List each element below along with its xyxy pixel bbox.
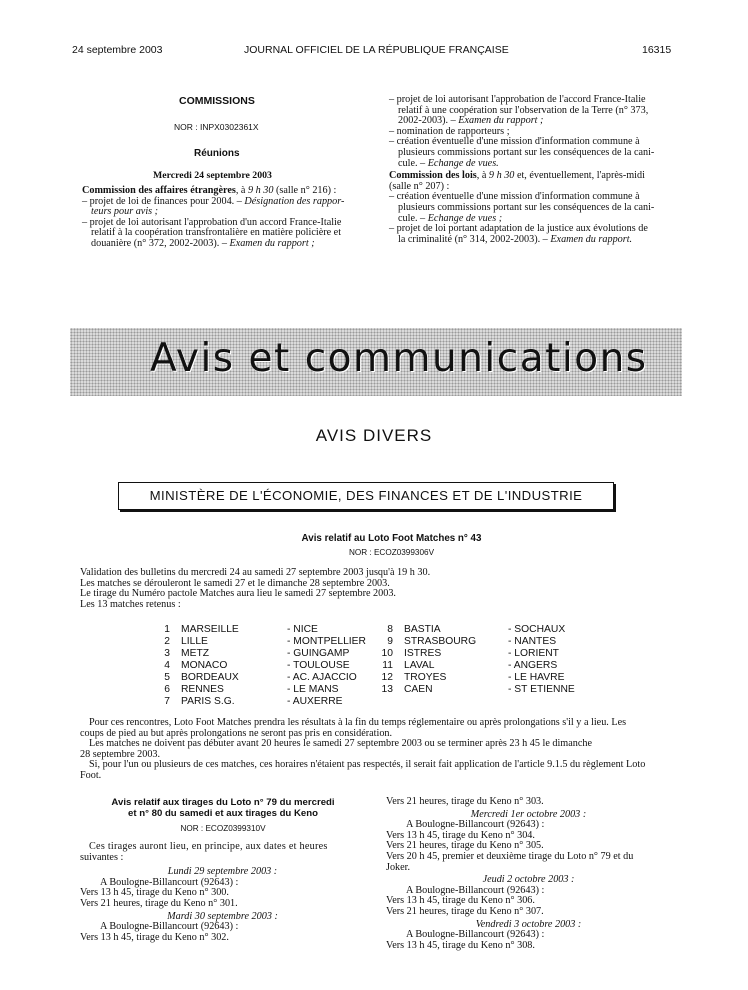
commissions-title: COMMISSIONS (179, 95, 255, 107)
match-away-team: - TOULOUSE (287, 660, 350, 671)
text-line: (salle n° 207) : (389, 180, 450, 192)
page-number: 16315 (642, 44, 672, 56)
text-line: Ces tirages auront lieu, en principe, aux dates et heures (89, 841, 328, 852)
loto-foot-intro (80, 568, 430, 610)
schedule-place: A Boulogne-Billancourt (92643) : (100, 921, 239, 933)
match-away-team: - GUINGAMP (287, 648, 350, 659)
text-line: – création éventuelle d'une mission d'information commune à (389, 191, 640, 203)
text-line: – projet de loi de finances pour 2004. – Désignation des rappor- (82, 195, 345, 207)
schedule-place: A Boulogne-Billancourt (92643) : (406, 819, 545, 831)
match-home-team: MARSEILLE (181, 624, 239, 635)
match-number: 1 (164, 624, 170, 635)
keno-right-column (386, 797, 671, 951)
keno-title-line: Avis relatif aux tirages du Loto n° 79 du mercredi (111, 797, 335, 808)
text-line: Les matches se dérouleront le samedi 27 et le dimanche 28 septembre 2003. (80, 577, 390, 589)
match-home-team: MONACO (181, 660, 228, 671)
match-number: 7 (164, 696, 170, 707)
match-away-team: - LORIENT (508, 648, 559, 659)
text-line: Les matches ne doivent pas débuter avant 20 heures le samedi 27 septembre 2003 ou se terminer après 23 h 45 le dimanche (89, 738, 592, 750)
match-home-team: CAEN (404, 684, 433, 695)
text-line: teurs pour avis ; (91, 206, 159, 218)
text-line: relatif à une coopération sur l'observation de la Terre (n° 373, (398, 104, 649, 116)
text-line: Si, pour l'un ou plusieurs de ces matches, ces horaires n'étaient pas respectés, il serait fait application de l'article 9.1.5 du règlement Loto (89, 759, 646, 771)
header-date: 24 septembre 2003 (72, 44, 163, 56)
schedule-place: A Boulogne-Billancourt (92643) : (406, 929, 545, 941)
schedule-day: Lundi 29 septembre 2003 : (167, 866, 278, 878)
match-away-team: - NANTES (508, 636, 557, 647)
text-line: la criminalité (n° 314, 2002-2003). – Examen du rapport. (398, 233, 633, 245)
text-line: Les 13 matches retenus : (80, 598, 181, 610)
commission-lois: Commission des lois, à 9 h 30 et, éventuellement, l'après-midi (389, 170, 645, 182)
ministry-title: MINISTÈRE DE L'ÉCONOMIE, DES FINANCES ET DE L'INDUSTRIE (149, 488, 583, 503)
text-line: suivantes : (80, 851, 124, 863)
match-number: 12 (381, 672, 393, 683)
match-home-team: STRASBOURG (404, 636, 477, 647)
schedule-line: Joker. (386, 861, 411, 873)
match-home-team: METZ (181, 648, 210, 659)
match-home-team: RENNES (181, 684, 224, 695)
text-line: 28 septembre 2003. (80, 748, 161, 760)
text-line: douanière (n° 372, 2002-2003). – Examen du rapport ; (91, 237, 315, 249)
commissions-date: Mercredi 24 septembre 2003 (153, 170, 272, 181)
schedule-line: Vers 13 h 45, tirage du Keno n° 308. (386, 939, 535, 951)
section-banner (70, 328, 682, 396)
schedule-place: A Boulogne-Billancourt (92643) : (100, 876, 239, 888)
commissions-right-column (389, 95, 674, 245)
match-home-team: BORDEAUX (181, 672, 239, 683)
match-home-team: LILLE (181, 636, 208, 647)
match-away-team: - SOCHAUX (508, 624, 566, 635)
match-away-team: - MONTPELLIER (287, 636, 366, 647)
schedule-line: Vers 13 h 45, tirage du Keno n° 300. (80, 887, 229, 899)
text-line: – projet de loi portant adaptation de la justice aux évolutions de (389, 223, 648, 235)
match-number: 5 (164, 672, 170, 683)
match-away-team: - AUXERRE (287, 696, 343, 707)
loto-foot-title: Avis relatif au Loto Foot Matches n° 43 (301, 533, 482, 544)
text-line: plusieurs commissions portant sur les conséquences de la cani- (398, 201, 655, 213)
text-line: – projet de loi autorisant l'approbation de l'accord France-Italie (389, 94, 646, 105)
match-number: 10 (381, 648, 393, 659)
match-number: 2 (164, 636, 170, 647)
match-number: 9 (387, 636, 393, 647)
match-number: 6 (164, 684, 170, 695)
schedule-line: Vers 13 h 45, tirage du Keno n° 306. (386, 895, 535, 907)
text-line: Validation des bulletins du mercredi 24 au samedi 27 septembre 2003 jusqu'à 19 h 30. (80, 567, 431, 578)
text-line: plusieurs commissions portant sur les conséquences de la cani- (398, 146, 655, 158)
match-away-team: - ANGERS (508, 660, 558, 671)
schedule-day: Mercredi 1er octobre 2003 : (470, 808, 587, 820)
schedule-day: Vendredi 3 octobre 2003 : (475, 918, 582, 930)
banner-title: Avis et communications (150, 336, 648, 381)
match-home-team: BASTIA (404, 624, 441, 635)
text-line: 2002-2003). – Examen du rapport ; (398, 115, 544, 127)
text-line: cule. – Echange de vues. (398, 157, 499, 169)
ministry-box (118, 482, 614, 510)
keno-nor: NOR : ECOZ0399310V (180, 824, 266, 833)
commissions-nor: NOR : INPX0302361X (174, 122, 259, 132)
match-away-team: - AC. AJACCIO (287, 672, 357, 683)
text-line: cule. – Echange de vues ; (398, 212, 503, 224)
section-title: AVIS DIVERS (315, 426, 433, 445)
match-number: 11 (382, 660, 393, 671)
match-away-team: - ST ETIENNE (508, 684, 575, 695)
schedule-line: Vers 21 heures, tirage du Keno n° 303. (386, 796, 544, 807)
schedule-line: Vers 13 h 45, tirage du Keno n° 304. (386, 829, 535, 841)
text-line: relatif à la coopération transfrontalière en matière policière et (91, 227, 342, 239)
match-away-team: - LE HAVRE (508, 672, 565, 683)
match-away-team: - NICE (287, 624, 318, 635)
match-number: 3 (164, 648, 170, 659)
schedule-day: Jeudi 2 octobre 2003 : (482, 874, 575, 886)
match-home-team: ISTRES (404, 648, 442, 659)
journal-title: JOURNAL OFFICIEL DE LA RÉPUBLIQUE FRANÇAISE (244, 44, 509, 56)
keno-title-line: et n° 80 du samedi et aux tirages du Keno (128, 808, 318, 819)
commissions-left-column (82, 186, 367, 250)
loto-foot-nor: NOR : ECOZ0399306V (348, 548, 435, 557)
text-line: Pour ces rencontres, Loto Foot Matches prendra les résultats à la fin du temps réglementaire ou après prolongations s'il y a lieu. Les (89, 717, 627, 728)
text-line: – nomination de rapporteurs ; (389, 125, 510, 137)
loto-foot-outro (80, 718, 670, 782)
match-number: 8 (387, 624, 393, 635)
keno-title (80, 797, 366, 819)
schedule-place: A Boulogne-Billancourt (92643) : (406, 884, 545, 896)
commissions-subtitle: Réunions (194, 148, 240, 159)
schedule-line: Vers 21 heures, tirage du Keno n° 307. (386, 905, 544, 917)
schedule-line: Vers 13 h 45, tirage du Keno n° 302. (80, 931, 229, 943)
match-away-team: - LE MANS (287, 684, 339, 695)
match-home-team: TROYES (404, 672, 447, 683)
match-home-team: PARIS S.G. (181, 696, 235, 707)
match-home-team: LAVAL (404, 660, 435, 671)
schedule-line: Vers 21 heures, tirage du Keno n° 305. (386, 840, 544, 852)
match-number: 4 (164, 660, 170, 671)
text-line: – projet de loi autorisant l'approbation d'un accord France-Italie (82, 216, 342, 228)
text-line: coups de pied au but après prolongations ne seront pas pris en considération. (80, 727, 393, 739)
match-number: 13 (381, 684, 393, 695)
text-line: Le tirage du Numéro pactole Matches aura lieu le samedi 27 septembre 2003. (80, 588, 396, 600)
schedule-line: Vers 21 heures, tirage du Keno n° 301. (80, 897, 238, 909)
schedule-line: Vers 20 h 45, premier et deuxième tirage du Loto n° 79 et du (386, 850, 634, 862)
keno-left-column (80, 842, 365, 943)
schedule-day: Mardi 30 septembre 2003 : (167, 910, 278, 922)
commission-affaires-etrangeres: Commission des affaires étrangères, à 9 h 30 (salle n° 216) : (82, 185, 337, 196)
text-line: Foot. (80, 769, 102, 781)
text-line: – création éventuelle d'une mission d'information commune à (389, 136, 640, 148)
